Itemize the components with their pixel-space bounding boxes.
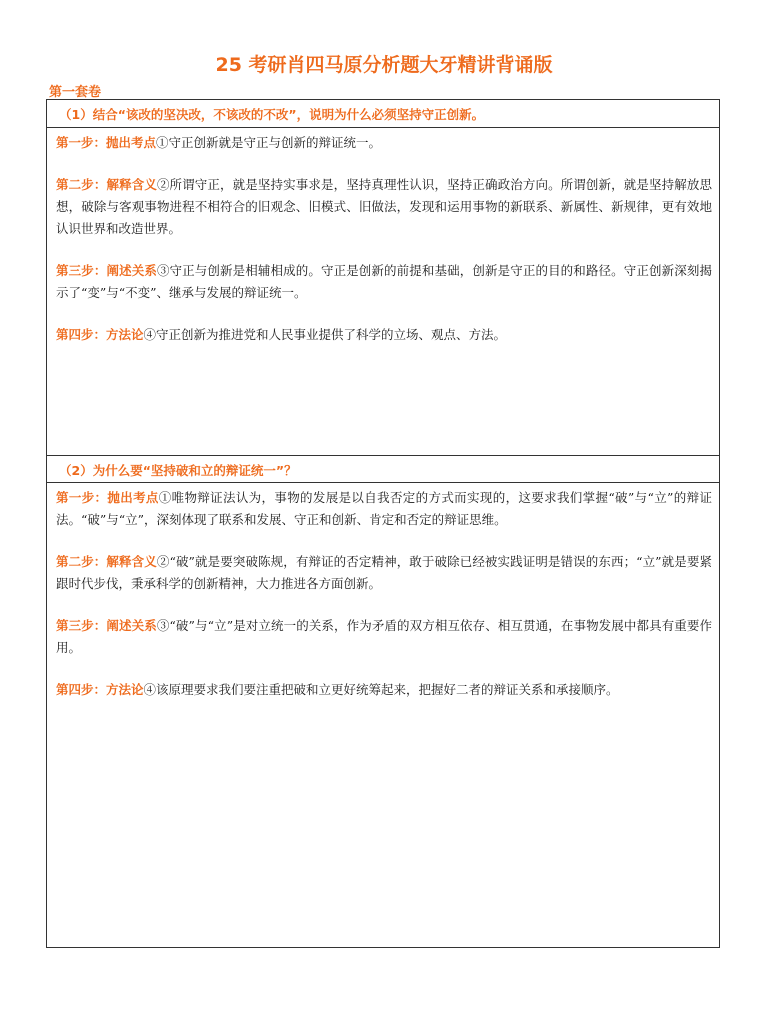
set-label: 第一套卷 [49,85,102,100]
step-label: 第二步：解释含义 [56,554,157,569]
step-paragraph [56,174,712,240]
step-text: ①唯物辩证法认为，事物的发展是以自我否定的方式而实现的，这要求我们掌握“破”与“立”的辩证法。“破”与“立”，深刻体现了联系和发展、守正和创新、肯定和否定的辩证思维。 [56,490,712,527]
question-1-heading: （1）结合“该改的坚决改，不该改的不改”，说明为什么必须坚持守正创新。 [47,100,719,128]
step-paragraph [56,324,712,346]
step-text: ④守正创新为推进党和人民事业提供了科学的立场、观点、方法。 [143,327,507,342]
step-paragraph [56,551,712,595]
answer-table [46,99,720,948]
question-2-heading: （2）为什么要“坚持破和立的辩证统一”？ [47,455,719,483]
step-paragraph [56,132,712,154]
step-paragraph [56,615,712,659]
step-text: ①守正创新就是守正与创新的辩证统一。 [156,135,382,150]
step-label: 第三步：阐述关系 [56,618,157,633]
step-label: 第三步：阐述关系 [56,263,157,278]
step-label: 第一步：抛出考点 [56,135,157,150]
step-paragraph [56,260,712,304]
step-text: ③守正与创新是相辅相成的。守正是创新的前提和基础，创新是守正的目的和路径。守正创新深刻揭示了“变”与“不变”、继承与发展的辩证统一。 [56,263,712,300]
question-1-answer [56,132,712,366]
step-label: 第二步：解释含义 [56,177,157,192]
step-text: ③“破”与“立”是对立统一的关系，作为矛盾的双方相互依存、相互贯通，在事物发展中都具有重要作用。 [56,618,712,655]
step-paragraph [56,679,712,701]
page-title: 25 考研肖四马原分析题大牙精讲背诵版 [215,54,553,76]
step-text: ②“破”就是要突破陈规，有辩证的否定精神，敢于破除已经被实践证明是错误的东西；“立”就是要紧跟时代步伐，秉承科学的创新精神，大力推进各方面创新。 [56,554,712,591]
step-label: 第四步：方法论 [56,682,144,697]
question-2-answer [56,487,712,721]
step-label: 第四步：方法论 [56,327,144,342]
step-text: ④该原理要求我们要注重把破和立更好统筹起来，把握好二者的辩证关系和承接顺序。 [143,682,619,697]
step-text: ②所谓守正，就是坚持实事求是，坚持真理性认识，坚持正确政治方向。所谓创新，就是坚持解放思想，破除与客观事物进程不相符合的旧观念、旧模式、旧做法，发现和运用事物的新联系、新属性、新规律，更有效地认识世界和改造世界。 [56,177,712,236]
step-paragraph [56,487,712,531]
step-label: 第一步：抛出考点 [56,490,159,505]
